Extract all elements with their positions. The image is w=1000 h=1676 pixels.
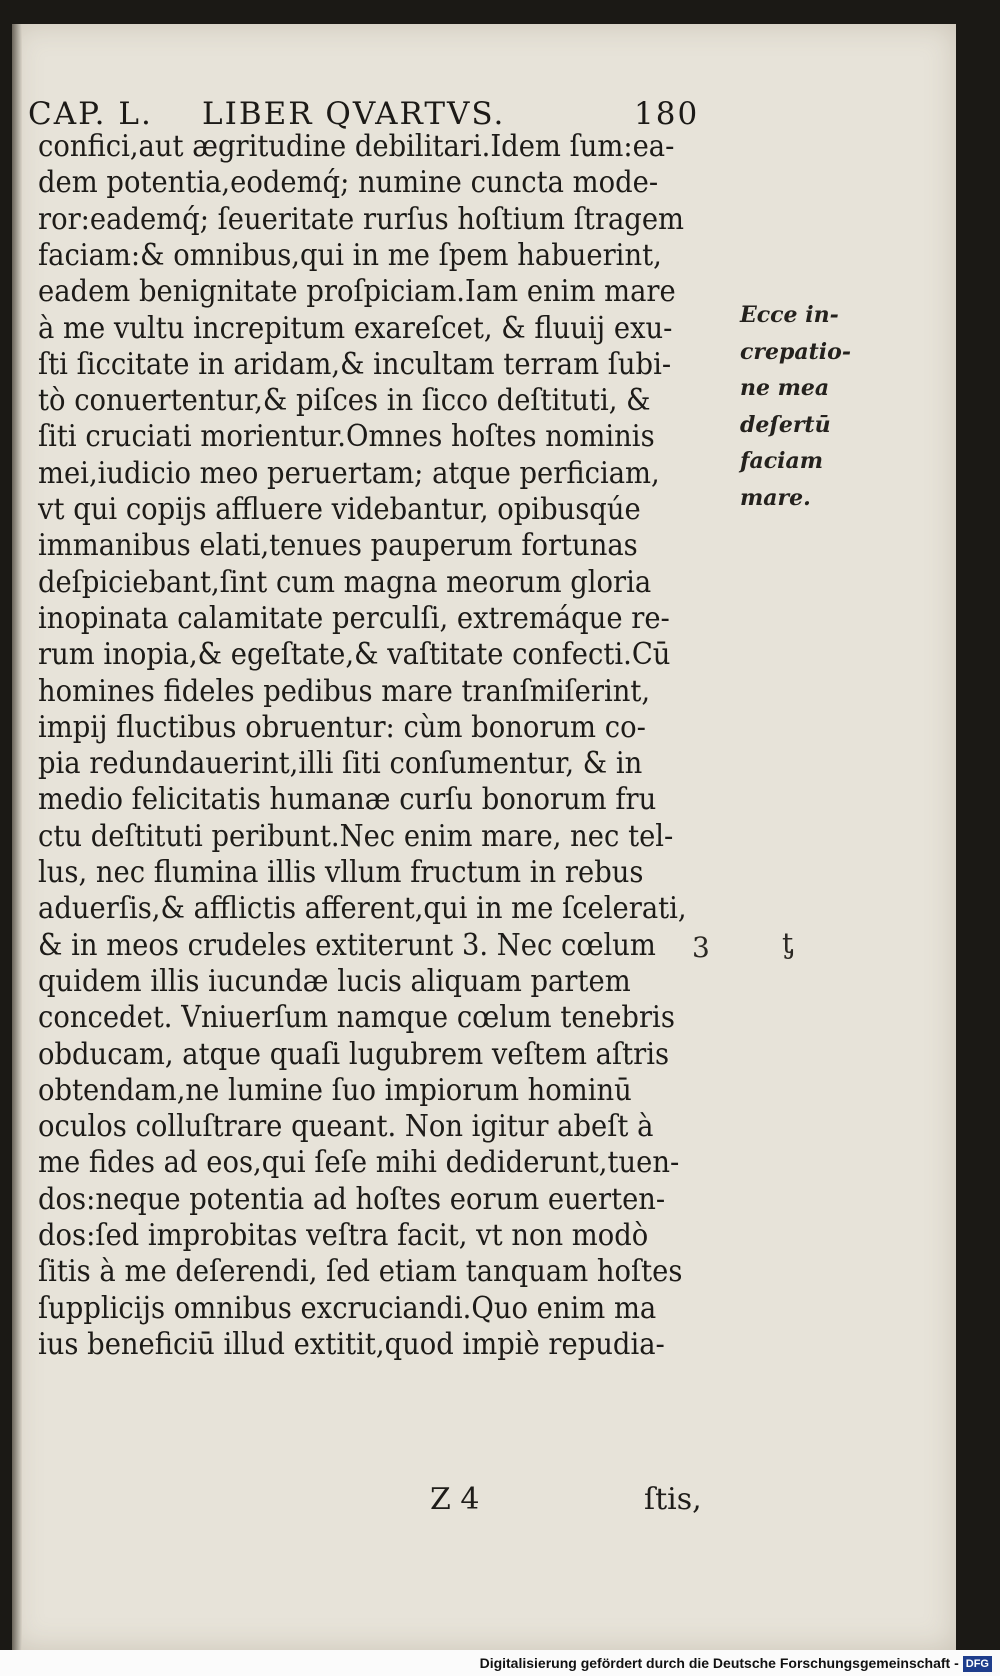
margin-note-line: crepatio- [740,338,851,365]
margin-note-line: mare. [740,484,811,511]
text-line: confici,aut ægritudine debilitari.Idem ſum:ea- [38,129,675,163]
dfg-logo: DFG [963,1656,992,1672]
signature-mark: Z 4 [430,1482,480,1517]
catchword: ſtis, [644,1482,702,1517]
margin-numeral: 3 [692,931,710,964]
text-line: dos:ſed improbitas veſtra facit, vt non modò [38,1218,649,1252]
text-line: pia redundauerint,illi ſiti conſumentur, & in [38,746,643,781]
margin-note-line: ne mea [740,375,830,401]
text-line: obducam, atque quaſi lugubrem veſtem aſtris [38,1036,670,1071]
text-line: aduerſis,& afflictis afferent,qui in me ſcelerati, [38,891,687,926]
text-line: me fides ad eos,qui ſeſe mihi dediderunt,tuen- [38,1145,680,1180]
text-line: à me vultu increpitum exareſcet, & fluuij exu- [38,310,673,345]
text-line: lus, nec flumina illis vllum fructum in rebus [38,855,644,889]
text-line: dem potentia,eodemq́; numine cuncta mode- [38,165,659,200]
text-line: ctu deſtituti peribunt.Nec enim mare, nec tel- [38,818,674,853]
text-line: homines fideles pedibus mare tranſmiſerint, [38,673,651,708]
margin-note-line: deſertū [740,411,831,438]
book-page [12,24,956,1650]
text-line: eadem benignitate proſpiciam.Iam enim mare [38,274,676,309]
margin-symbol: ƫ [782,927,794,960]
text-line: deſpiciebant,ſint cum magna meorum gloria [38,564,652,599]
text-line: ſti ſiccitate in aridam,& incultam terram ſubi- [38,346,672,381]
text-line: concedet. Vniuerſum namque cœlum tenebris [38,1000,675,1035]
text-line: tò conuertentur,& piſces in ſicco deſtituti, & [38,383,651,418]
digitization-credit [0,1650,1000,1676]
text-line: & in meos crudeles extiterunt 3. Nec cœlum [38,927,656,962]
text-line: obtendam,ne lumine ſuo impiorum hominū [38,1072,632,1107]
page-gutter-shadow [12,24,22,1650]
text-line: ius beneficiū illud extitit,quod impiè repudia- [38,1326,665,1361]
text-line: vt qui copijs affluere videbantur, opibusqúe [38,492,641,526]
text-line: ſitis à me deſerendi, ſed etiam tanquam hoſtes [38,1254,683,1289]
credit-text: Digitalisierung gefördert durch die Deutsche Forschungsgemeinschaft - [479,1655,959,1671]
text-line: ſiti cruciati morientur.Omnes hoſtes nominis [38,419,655,454]
text-line: rum inopia,& egeſtate,& vaſtitate confecti.Cū [38,637,671,672]
text-line: medio felicitatis humanæ curſu bonorum fru [38,782,657,817]
margin-note-line: faciam [740,448,824,474]
folio-number: 180 [634,96,700,132]
text-line: impij fluctibus obruentur: cùm bonorum co- [38,709,646,744]
text-line: inopinata calamitate perculſi, extremáque re- [38,600,670,635]
text-line: mei,iudicio meo peruertam; atque perficiam, [38,455,660,490]
text-line: oculos colluſtrare queant. Non igitur abeſt à [38,1109,654,1144]
running-head-title: LIBER QVARTVS. [202,96,506,132]
text-line: quidem illis iucundæ lucis aliquam partem [38,963,631,998]
text-line: ſupplicijs omnibus excruciandi.Quo enim ma [38,1290,657,1325]
margin-note-line: Ecce in- [740,302,839,328]
text-line: ror:eademq́; ſeueritate rurſus hoſtium ſtragem [38,201,685,236]
text-line: faciam:& omnibus,qui in me ſpem habuerint, [38,237,662,272]
text-line: immanibus elati,tenues pauperum fortunas [38,528,638,563]
text-line: dos:neque potentia ad hoſtes eorum euerten- [38,1181,666,1216]
running-head-chapter: CAP. L. [28,96,153,132]
